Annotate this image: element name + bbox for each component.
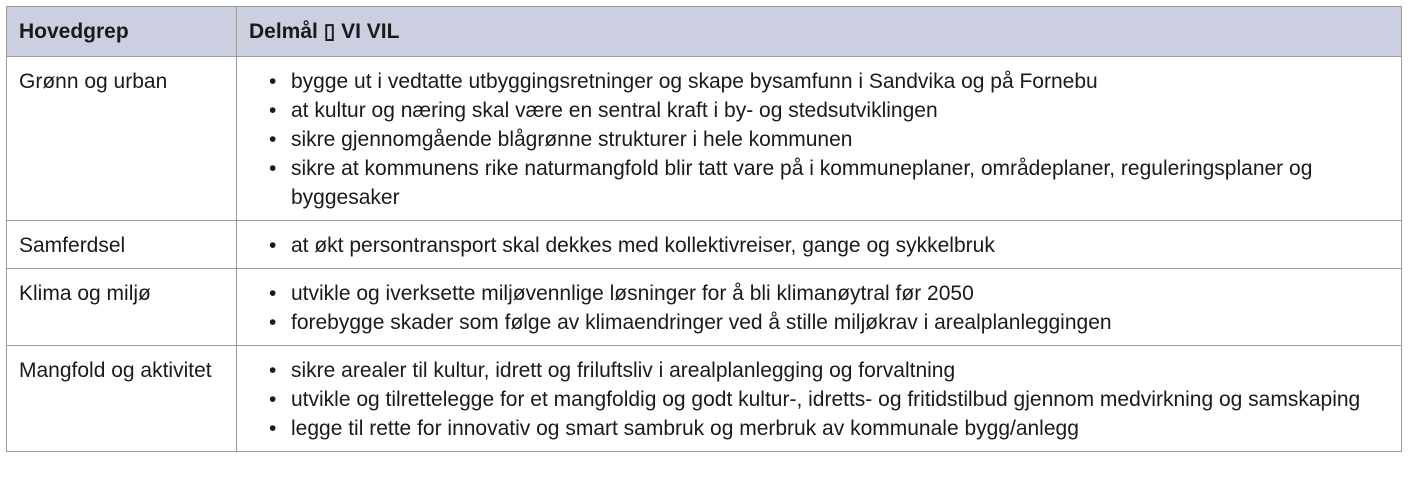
bullet-icon: • [269,157,277,180]
goal-item [267,414,1389,443]
category-cell: Samferdsel [7,221,237,269]
goal-item [267,96,1389,125]
category-cell: Klima og miljø [7,269,237,346]
table-row [7,269,1402,346]
category-cell: Mangfold og aktivitet [7,346,237,452]
goal-item [267,356,1389,385]
goals-cell [237,221,1402,269]
goal-item [267,308,1389,337]
goal-list [267,231,1389,268]
table-row [7,346,1402,452]
goal-text: at kultur og næring skal være en sentral kraft i by- og stedsutviklingen [291,99,938,122]
goal-item [267,231,1389,260]
bullet-icon: • [269,311,277,334]
goal-text: legge til rette for innovativ og smart sambruk og merbruk av kommunale bygg/anlegg [291,417,1079,440]
goals-cell [237,57,1402,221]
goals-cell [237,269,1402,346]
goal-item [267,279,1389,308]
bullet-icon: • [269,417,277,440]
header-delmal: Delmål ▯ VI VIL [237,7,1402,57]
table-row [7,221,1402,269]
goal-text: utvikle og iverksette miljøvennlige løsninger for å bli klimanøytral før 2050 [291,282,974,305]
bullet-icon: • [269,359,277,382]
goal-text: forebygge skader som følge av klimaendringer ved å stille miljøkrav i arealplanleggingen [291,311,1112,334]
goal-text: utvikle og tilrettelegge for et mangfoldig og godt kultur-, idretts- og fritidstilbud gjennom medvirkning og samskaping [291,388,1361,411]
category-cell: Grønn og urban [7,57,237,221]
goal-text: sikre gjennomgående blågrønne strukturer i hele kommunen [291,128,853,151]
header-hovedgrep: Hovedgrep [7,7,237,57]
goals-table-container [6,6,1401,452]
header-row [7,7,1402,57]
bullet-icon: • [269,234,277,257]
goals-cell [237,346,1402,452]
bullet-icon: • [269,282,277,305]
goal-item [267,125,1389,154]
bullet-icon: • [269,99,277,122]
goal-text: at økt persontransport skal dekkes med kollektivreiser, gange og sykkelbruk [291,234,995,257]
goal-item [267,67,1389,96]
goal-item [267,154,1389,212]
goal-list [267,67,1389,220]
bullet-icon: • [269,388,277,411]
table-header [7,7,1402,57]
goals-table [6,6,1402,452]
table-row [7,57,1402,221]
goal-text: bygge ut i vedtatte utbyggingsretninger og skape bysamfunn i Sandvika og på Fornebu [291,70,1098,93]
goal-list [267,356,1389,451]
goal-item [267,385,1389,414]
goal-text: sikre arealer til kultur, idrett og friluftsliv i arealplanlegging og forvaltning [291,359,956,382]
goal-text: sikre at kommunens rike naturmangfold blir tatt vare på i kommuneplaner, områdeplaner, reguleringsplaner og byggesaker [291,157,1313,209]
bullet-icon: • [269,128,277,151]
bullet-icon: • [269,70,277,93]
goal-list [267,279,1389,345]
